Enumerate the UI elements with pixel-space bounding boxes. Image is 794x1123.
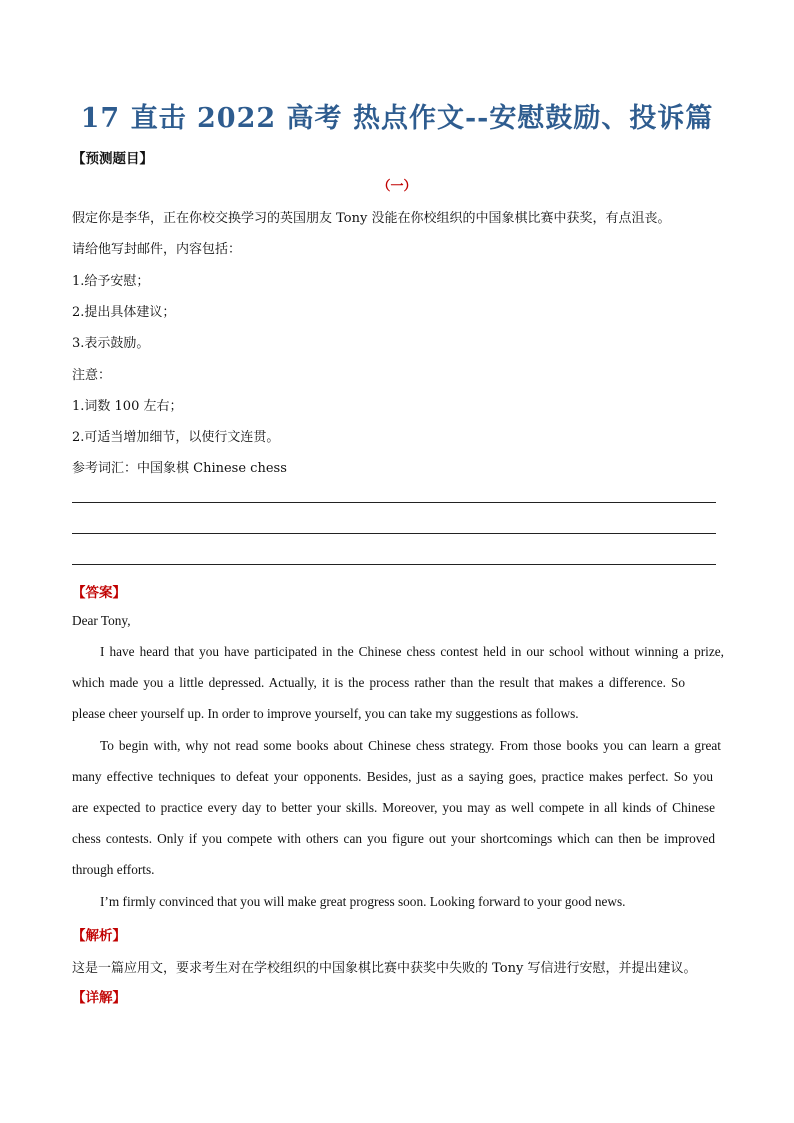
section-heading-answer: 【答案】 (72, 585, 126, 601)
analysis-text: 这是一篇应用文，要求考生对在学校组织的中国象棋比赛中获奖中失败的 Tony 写信进行安慰，并提出建议。 (72, 961, 697, 976)
letter-p1-line: I have heard that you have participated in the Chinese chess contest held in our school without winning a prize, (100, 644, 724, 659)
prompt-item-2: 2.提出具体建议； (72, 305, 176, 320)
letter-p1-line: please cheer yourself up. In order to improve yourself, you can take my suggestions as follows. (72, 706, 579, 721)
letter-p2-line: through efforts. (72, 862, 155, 877)
page-title: 17 直击 2022 高考 热点作文--安慰鼓励、投诉篇 (80, 103, 714, 134)
letter-p2-line: chess contests. Only if you compete with others can you figure out your shortcomings which can then be improved (72, 831, 715, 846)
section-heading-predict: 【预测题目】 (72, 151, 153, 167)
letter-p2-line: are expected to practice every day to better your skills. Moreover, you may as well compete in all kinds of Chinese (72, 800, 715, 815)
vocab-hint: 参考词汇：中国象棋 Chinese chess (72, 461, 287, 476)
sub-number: （一） (377, 179, 417, 194)
note-item-2: 2.可适当增加细节，以使行文连贯。 (72, 430, 280, 445)
letter-p3: I’m firmly convinced that you will make great progress soon. Looking forward to your good news. (100, 894, 626, 909)
section-heading-detail: 【详解】 (72, 990, 126, 1006)
letter-p1-line: which made you a little depressed. Actually, it is the process rather than the result that makes a difference. So (72, 675, 685, 690)
note-item-1: 1.词数 100 左右； (72, 399, 183, 414)
prompt-item-1: 1.给予安慰； (72, 274, 150, 289)
letter-p2-line: To begin with, why not read some books about Chinese chess strategy. From those books you can learn a great (100, 738, 721, 753)
section-heading-analysis: 【解析】 (72, 928, 126, 944)
prompt-line-2: 请给他写封邮件，内容包括： (72, 242, 242, 257)
prompt-item-3: 3.表示鼓励。 (72, 336, 150, 351)
writing-line (72, 564, 716, 565)
prompt-line-1: 假定你是李华，正在你校交换学习的英国朋友 Tony 没能在你校组织的中国象棋比赛中获奖，有点沮丧。 (72, 211, 671, 226)
letter-p2-line: many effective techniques to defeat your opponents. Besides, just as a saying goes, practice makes perfect. So you (72, 769, 713, 784)
note-label: 注意： (72, 368, 112, 383)
writing-line (72, 533, 716, 534)
writing-line (72, 502, 716, 503)
letter-greeting: Dear Tony, (72, 613, 131, 628)
